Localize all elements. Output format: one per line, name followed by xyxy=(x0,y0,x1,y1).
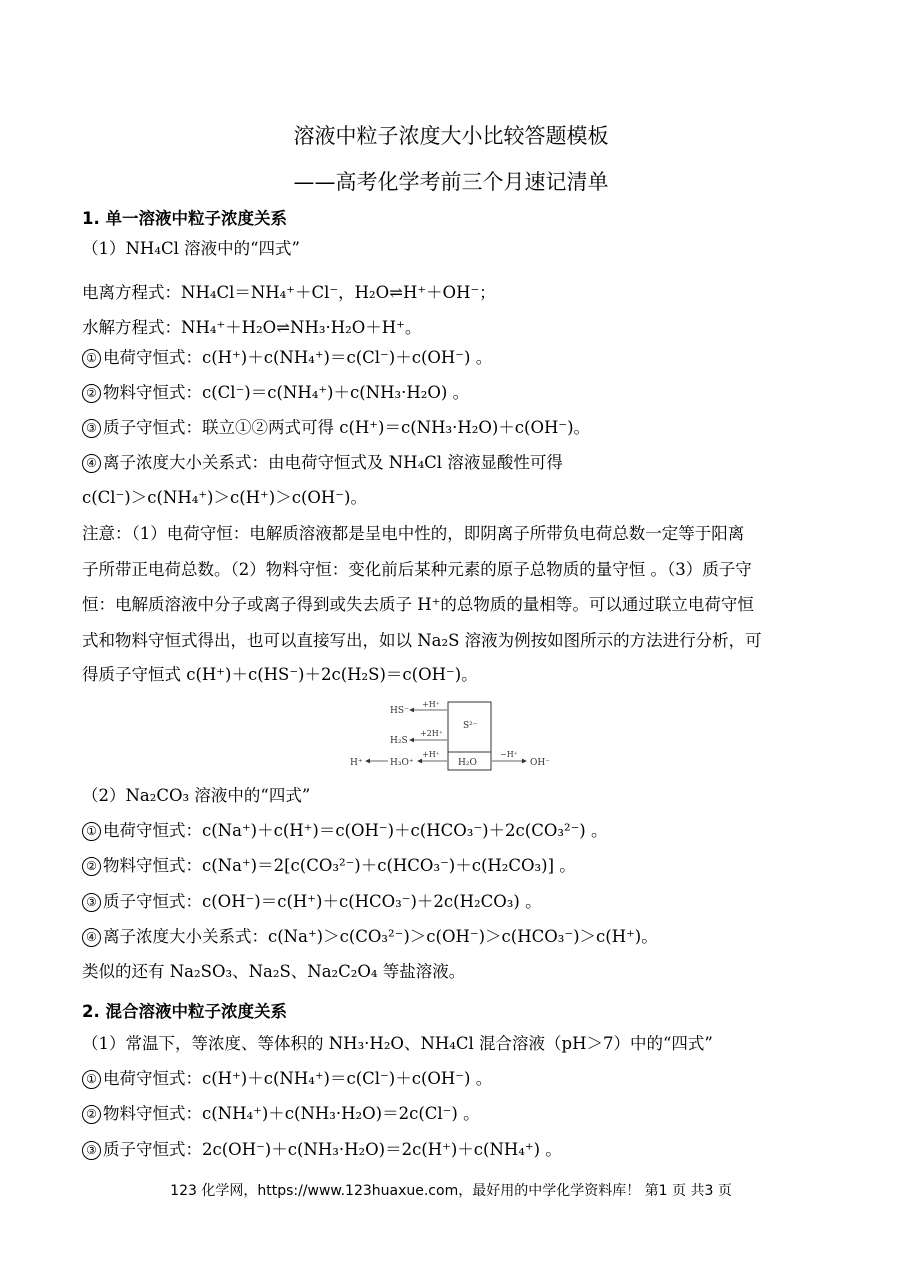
h2o-label: H₂O xyxy=(458,758,477,768)
marker-3: ③ xyxy=(82,893,101,912)
marker-1: ① xyxy=(82,822,101,841)
proton-balance xyxy=(82,417,590,439)
label-plus-2h: +2H⁺ xyxy=(420,729,443,738)
marker-3: ③ xyxy=(82,419,101,438)
oh-label: OH⁻ xyxy=(530,758,550,768)
h-label: H⁺ xyxy=(350,758,363,768)
label-minus-h: −H⁺ xyxy=(500,750,518,759)
note-line-1: 注意：（1）电荷守恒：电解质溶液都是呈电中性的，即阴离子所带负电荷总数一定等于阳离 xyxy=(82,524,745,543)
proton-balance-3 xyxy=(82,1139,562,1161)
label-plus-h: +H⁺ xyxy=(422,700,440,709)
label-plus-h-2: +H⁺ xyxy=(422,750,440,759)
charge-balance-2 xyxy=(82,820,607,842)
marker-1: ① xyxy=(82,1070,101,1089)
charge-balance-3 xyxy=(82,1068,492,1090)
marker-2: ② xyxy=(82,1105,101,1124)
charge-balance xyxy=(82,347,492,369)
note-line-2: 子所带正电荷总数。（2）物料守恒：变化前后某种元素的原子总物质的量守恒 。（3）质子守 xyxy=(82,560,752,579)
material-balance-text: 物料守恒式：c(Cl⁻)＝c(NH₄⁺)＋c(NH₃·H₂O) 。 xyxy=(103,383,470,402)
marker-3: ③ xyxy=(82,1141,101,1160)
h3o-label: H₃O⁺ xyxy=(390,758,414,768)
subsection-label: （1）NH₄Cl 溶液中的“四式” xyxy=(82,239,300,258)
proton-balance-2-text: 质子守恒式：c(OH⁻)＝c(H⁺)＋c(HCO₃⁻)＋2c(H₂CO₃) 。 xyxy=(103,892,542,911)
section-1-heading: 1. 单一溶液中粒子浓度关系 xyxy=(82,209,287,228)
proton-balance-2 xyxy=(82,891,542,913)
hs-label: HS⁻ xyxy=(390,706,409,716)
concentration-order-2 xyxy=(82,926,658,948)
h2s-label: H₂S xyxy=(390,736,408,746)
section-2-heading: 2. 混合溶液中粒子浓度关系 xyxy=(82,1002,287,1021)
concentration-order-cont: c(Cl⁻)＞c(NH₄⁺)＞c(H⁺)＞c(OH⁻)。 xyxy=(82,488,367,507)
marker-4: ④ xyxy=(82,454,101,473)
page-title: 溶液中粒子浓度大小比较答题模板 xyxy=(293,124,609,148)
s2-label: S²⁻ xyxy=(463,721,478,731)
proton-balance-3-text: 质子守恒式：2c(OH⁻)＋c(NH₃·H₂O)＝2c(H⁺)＋c(NH₄⁺) 。 xyxy=(103,1140,562,1159)
subsection-label-2: （2）Na₂CO₃ 溶液中的“四式” xyxy=(82,786,311,805)
ionization-equation: 电离方程式：NH₄Cl＝NH₄⁺＋Cl⁻，H₂O⇌H⁺＋OH⁻； xyxy=(82,283,496,302)
hydrolysis-equation: 水解方程式：NH₄⁺＋H₂O⇌NH₃·H₂O＋H⁺。 xyxy=(82,318,422,337)
material-balance xyxy=(82,382,469,404)
marker-4: ④ xyxy=(82,928,101,947)
concentration-order-text: 离子浓度大小关系式：由电荷守恒式及 NH₄Cl 溶液显酸性可得 xyxy=(103,453,563,472)
mixed-solution-label: （1）常温下，等浓度、等体积的 NH₃·H₂O、NH₄Cl 混合溶液（pH＞7）中的“四式” xyxy=(82,1034,713,1053)
marker-1: ① xyxy=(82,349,101,368)
concentration-order-2-text: 离子浓度大小关系式：c(Na⁺)＞c(CO₃²⁻)＞c(OH⁻)＞c(HCO₃⁻)＞c(H⁺)。 xyxy=(103,927,658,946)
note-line-3: 恒：电解质溶液中分子或离子得到或失去质子 H⁺的总物质的量相等。可以通过联立电荷守恒 xyxy=(82,595,754,614)
note-line-5: 得质子守恒式 c(H⁺)＋c(HS⁻)＋2c(H₂S)＝c(OH⁻)。 xyxy=(82,665,478,684)
charge-balance-2-text: 电荷守恒式：c(Na⁺)＋c(H⁺)＝c(OH⁻)＋c(HCO₃⁻)＋2c(CO₃²⁻) 。 xyxy=(103,821,608,840)
material-balance-3 xyxy=(82,1103,480,1125)
marker-2: ② xyxy=(82,384,101,403)
material-balance-3-text: 物料守恒式：c(NH₄⁺)＋c(NH₃·H₂O)＝2c(Cl⁻) 。 xyxy=(103,1104,480,1123)
material-balance-2 xyxy=(82,855,576,877)
marker-2: ② xyxy=(82,857,101,876)
proton-balance-text: 质子守恒式：联立①②两式可得 c(H⁺)＝c(NH₃·H₂O)＋c(OH⁻)。 xyxy=(103,418,591,437)
proton-diagram xyxy=(348,698,558,774)
charge-balance-text: 电荷守恒式：c(H⁺)＋c(NH₄⁺)＝c(Cl⁻)＋c(OH⁻) 。 xyxy=(103,348,493,367)
concentration-order xyxy=(82,452,563,474)
similar-salts: 类似的还有 Na₂SO₃、Na₂S、Na₂C₂O₄ 等盐溶液。 xyxy=(82,962,466,981)
charge-balance-3-text: 电荷守恒式：c(H⁺)＋c(NH₄⁺)＝c(Cl⁻)＋c(OH⁻) 。 xyxy=(103,1069,493,1088)
note-line-4: 式和物料守恒式得出，也可以直接写出，如以 Na₂S 溶液为例按如图所示的方法进行分析，可 xyxy=(82,631,762,650)
material-balance-2-text: 物料守恒式：c(Na⁺)＝2[c(CO₃²⁻)＋c(HCO₃⁻)＋c(H₂CO₃)] 。 xyxy=(103,856,576,875)
page-footer: 123 化学网，https://www.123huaxue.com，最好用的中学化学资料库！ 第1 页 共3 页 xyxy=(170,1183,732,1199)
page-subtitle: ——高考化学考前三个月速记清单 xyxy=(293,170,609,194)
